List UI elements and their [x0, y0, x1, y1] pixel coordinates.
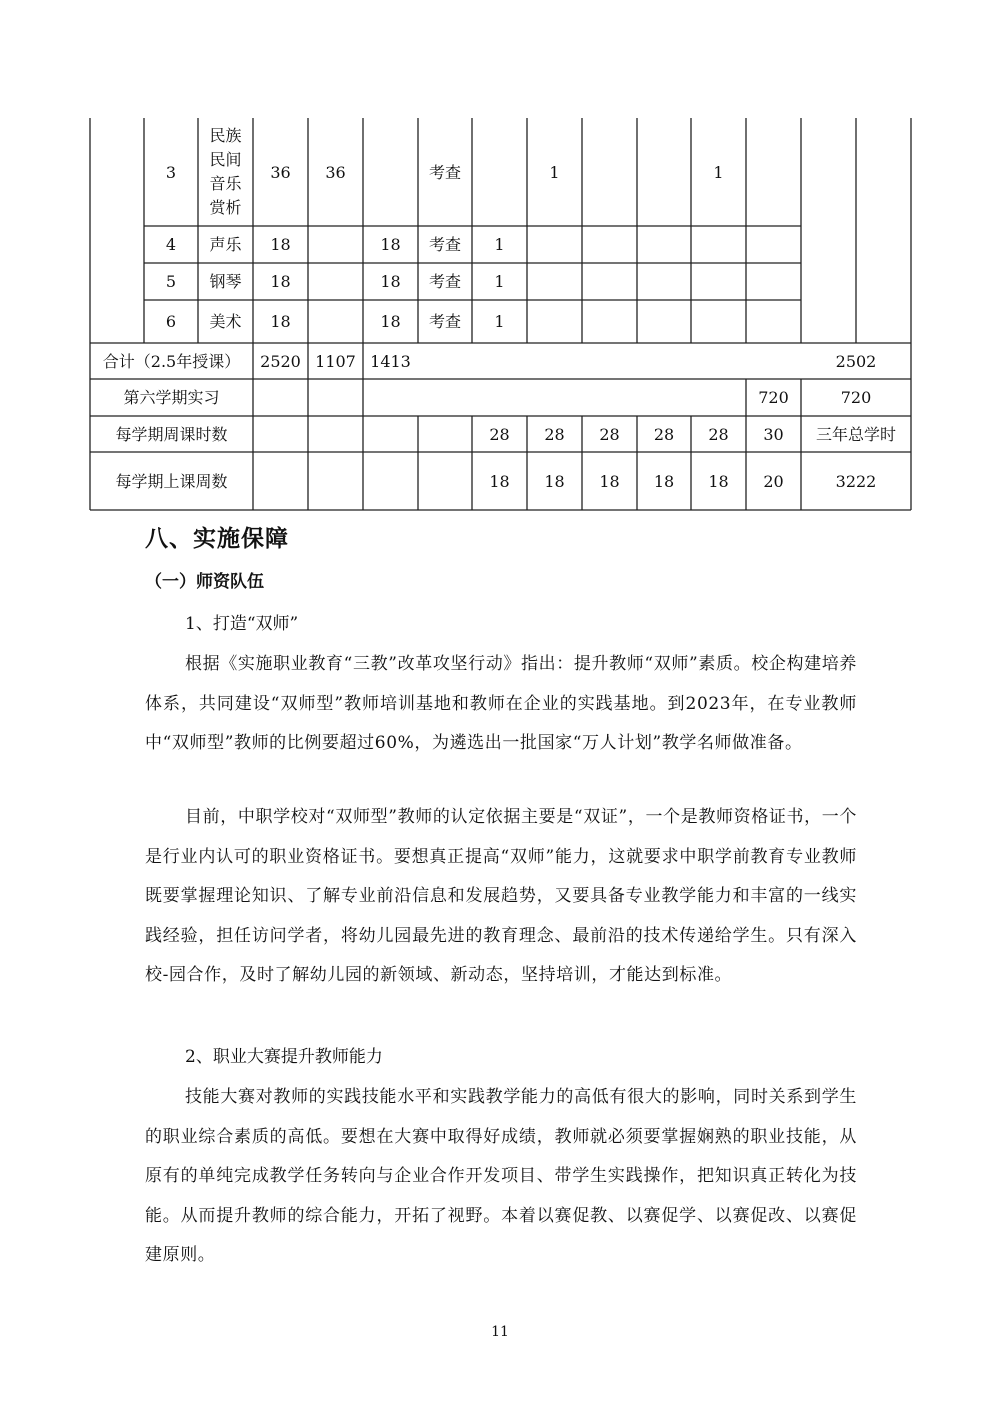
page-number: 11 [491, 1324, 509, 1340]
total-hours-label: 三年总学时 [815, 424, 896, 444]
total-row-practice: 1413 [370, 351, 411, 371]
semester-4 [637, 118, 691, 226]
row-index: 3 [165, 162, 177, 182]
internship-semester-6: 720 [758, 388, 789, 407]
weekly-hours-s6: 30 [763, 424, 784, 444]
row-index: 4 [165, 235, 177, 254]
total-row-sum: 2502 [835, 351, 877, 371]
semester-5: 1 [713, 162, 724, 182]
weeks-s5: 18 [708, 471, 729, 491]
weeks-label: 每学期上课周数 [115, 471, 228, 491]
weeks-s3: 18 [599, 471, 620, 491]
weeks-s1: 18 [489, 471, 510, 491]
course-name: 民族民间音乐赏析 [209, 126, 242, 217]
weekly-hours-s2: 28 [544, 424, 565, 444]
internship-sum: 720 [840, 388, 872, 407]
semester-1: 1 [494, 235, 505, 254]
row-index: 6 [165, 312, 177, 331]
theory-hours [308, 300, 363, 343]
paragraph-3: 技能大赛对教师的实践技能水平和实践教学能力的高低有很大的影响，同时关系到学生的职业综合素质的高低。要想在大赛中取得好成绩，教师就必须要掌握娴熟的职业技能，从原有的单纯完成教学任务转向与企业合作开发项目、带学生实践操作，把知识真正转化为技能。从而提升教师的综合能力，开拓了视野。本着以赛促教、以赛促学、以赛促改、以赛促建原则。 [145, 1087, 857, 1265]
semester-3 [582, 118, 637, 226]
paragraph-1: 根据《实施职业教育“三教”改革攻坚行动》指出：提升教师“双师”素质。校企构建培养体系，共同建设“双师型”教师培训基地和教师在企业的实践基地。到2023年，在专业教师中“双师型”教师的比例要超过60%，为遴选出一批国家“万人计划”教学名师做准备。 [145, 654, 857, 753]
total-row-total: 2520 [260, 351, 301, 371]
weekly-hours-s5: 28 [708, 424, 729, 444]
practice-hours: 18 [380, 272, 401, 291]
curriculum-table [0, 0, 1000, 520]
internship-row-label: 第六学期实习 [123, 388, 220, 407]
section-title: 八、实施保障 [145, 526, 289, 552]
assessment: 考查 [428, 235, 461, 254]
total-row-theory: 1107 [315, 351, 356, 371]
weekly-hours-s3: 28 [599, 424, 620, 444]
row-index: 5 [165, 272, 177, 291]
subsection-title: （一）师资队伍 [145, 572, 264, 592]
item-2-title: 2、职业大赛提升教师能力 [185, 1047, 383, 1067]
semester-2: 1 [549, 162, 560, 182]
weekly-hours-s4: 28 [653, 424, 675, 444]
theory-hours [308, 263, 363, 300]
course-name: 声乐 [209, 235, 242, 254]
total-hours: 18 [270, 235, 291, 254]
semester-1: 1 [494, 312, 505, 331]
total-hours: 36 [270, 162, 291, 182]
weeks-s6: 20 [763, 471, 784, 491]
theory-hours: 36 [325, 162, 346, 182]
course-name: 钢琴 [209, 272, 242, 291]
total-hours: 18 [270, 312, 291, 331]
practice-hours [363, 118, 418, 226]
assessment: 考查 [428, 272, 461, 291]
total-row-label: 合计（2.5年授课） [102, 351, 241, 371]
semester-1: 1 [494, 272, 505, 291]
weekly-hours-label: 每学期周课时数 [115, 424, 228, 444]
course-name: 美术 [209, 312, 242, 331]
weeks-s4: 18 [653, 471, 675, 491]
assessment: 考查 [428, 162, 461, 182]
grand-total-hours: 3222 [835, 471, 877, 491]
theory-hours [308, 226, 363, 263]
total-hours: 18 [270, 272, 291, 291]
practice-hours: 18 [380, 235, 401, 254]
paragraph-2: 目前，中职学校对“双师型”教师的认定依据主要是“双证”，一个是教师资格证书，一个是行业内认可的职业资格证书。要想真正提高“双师”能力，这就要求中职学前教育专业教师既要掌握理论知识、了解专业前沿信息和发展趋势，又要具备专业教学能力和丰富的一线实践经验，担任访问学者，将幼儿园最先进的教育理念、最前沿的技术传递给学生。只有深入校-园合作，及时了解幼儿园的新领域、新动态，坚持培训，才能达到标准。 [145, 807, 857, 985]
weekly-hours-s1: 28 [489, 424, 510, 444]
weeks-s2: 18 [544, 471, 565, 491]
assessment: 考查 [428, 312, 461, 331]
semester-1 [472, 118, 527, 226]
item-1-title: 1、打造“双师” [185, 614, 299, 634]
practice-hours: 18 [380, 312, 401, 331]
